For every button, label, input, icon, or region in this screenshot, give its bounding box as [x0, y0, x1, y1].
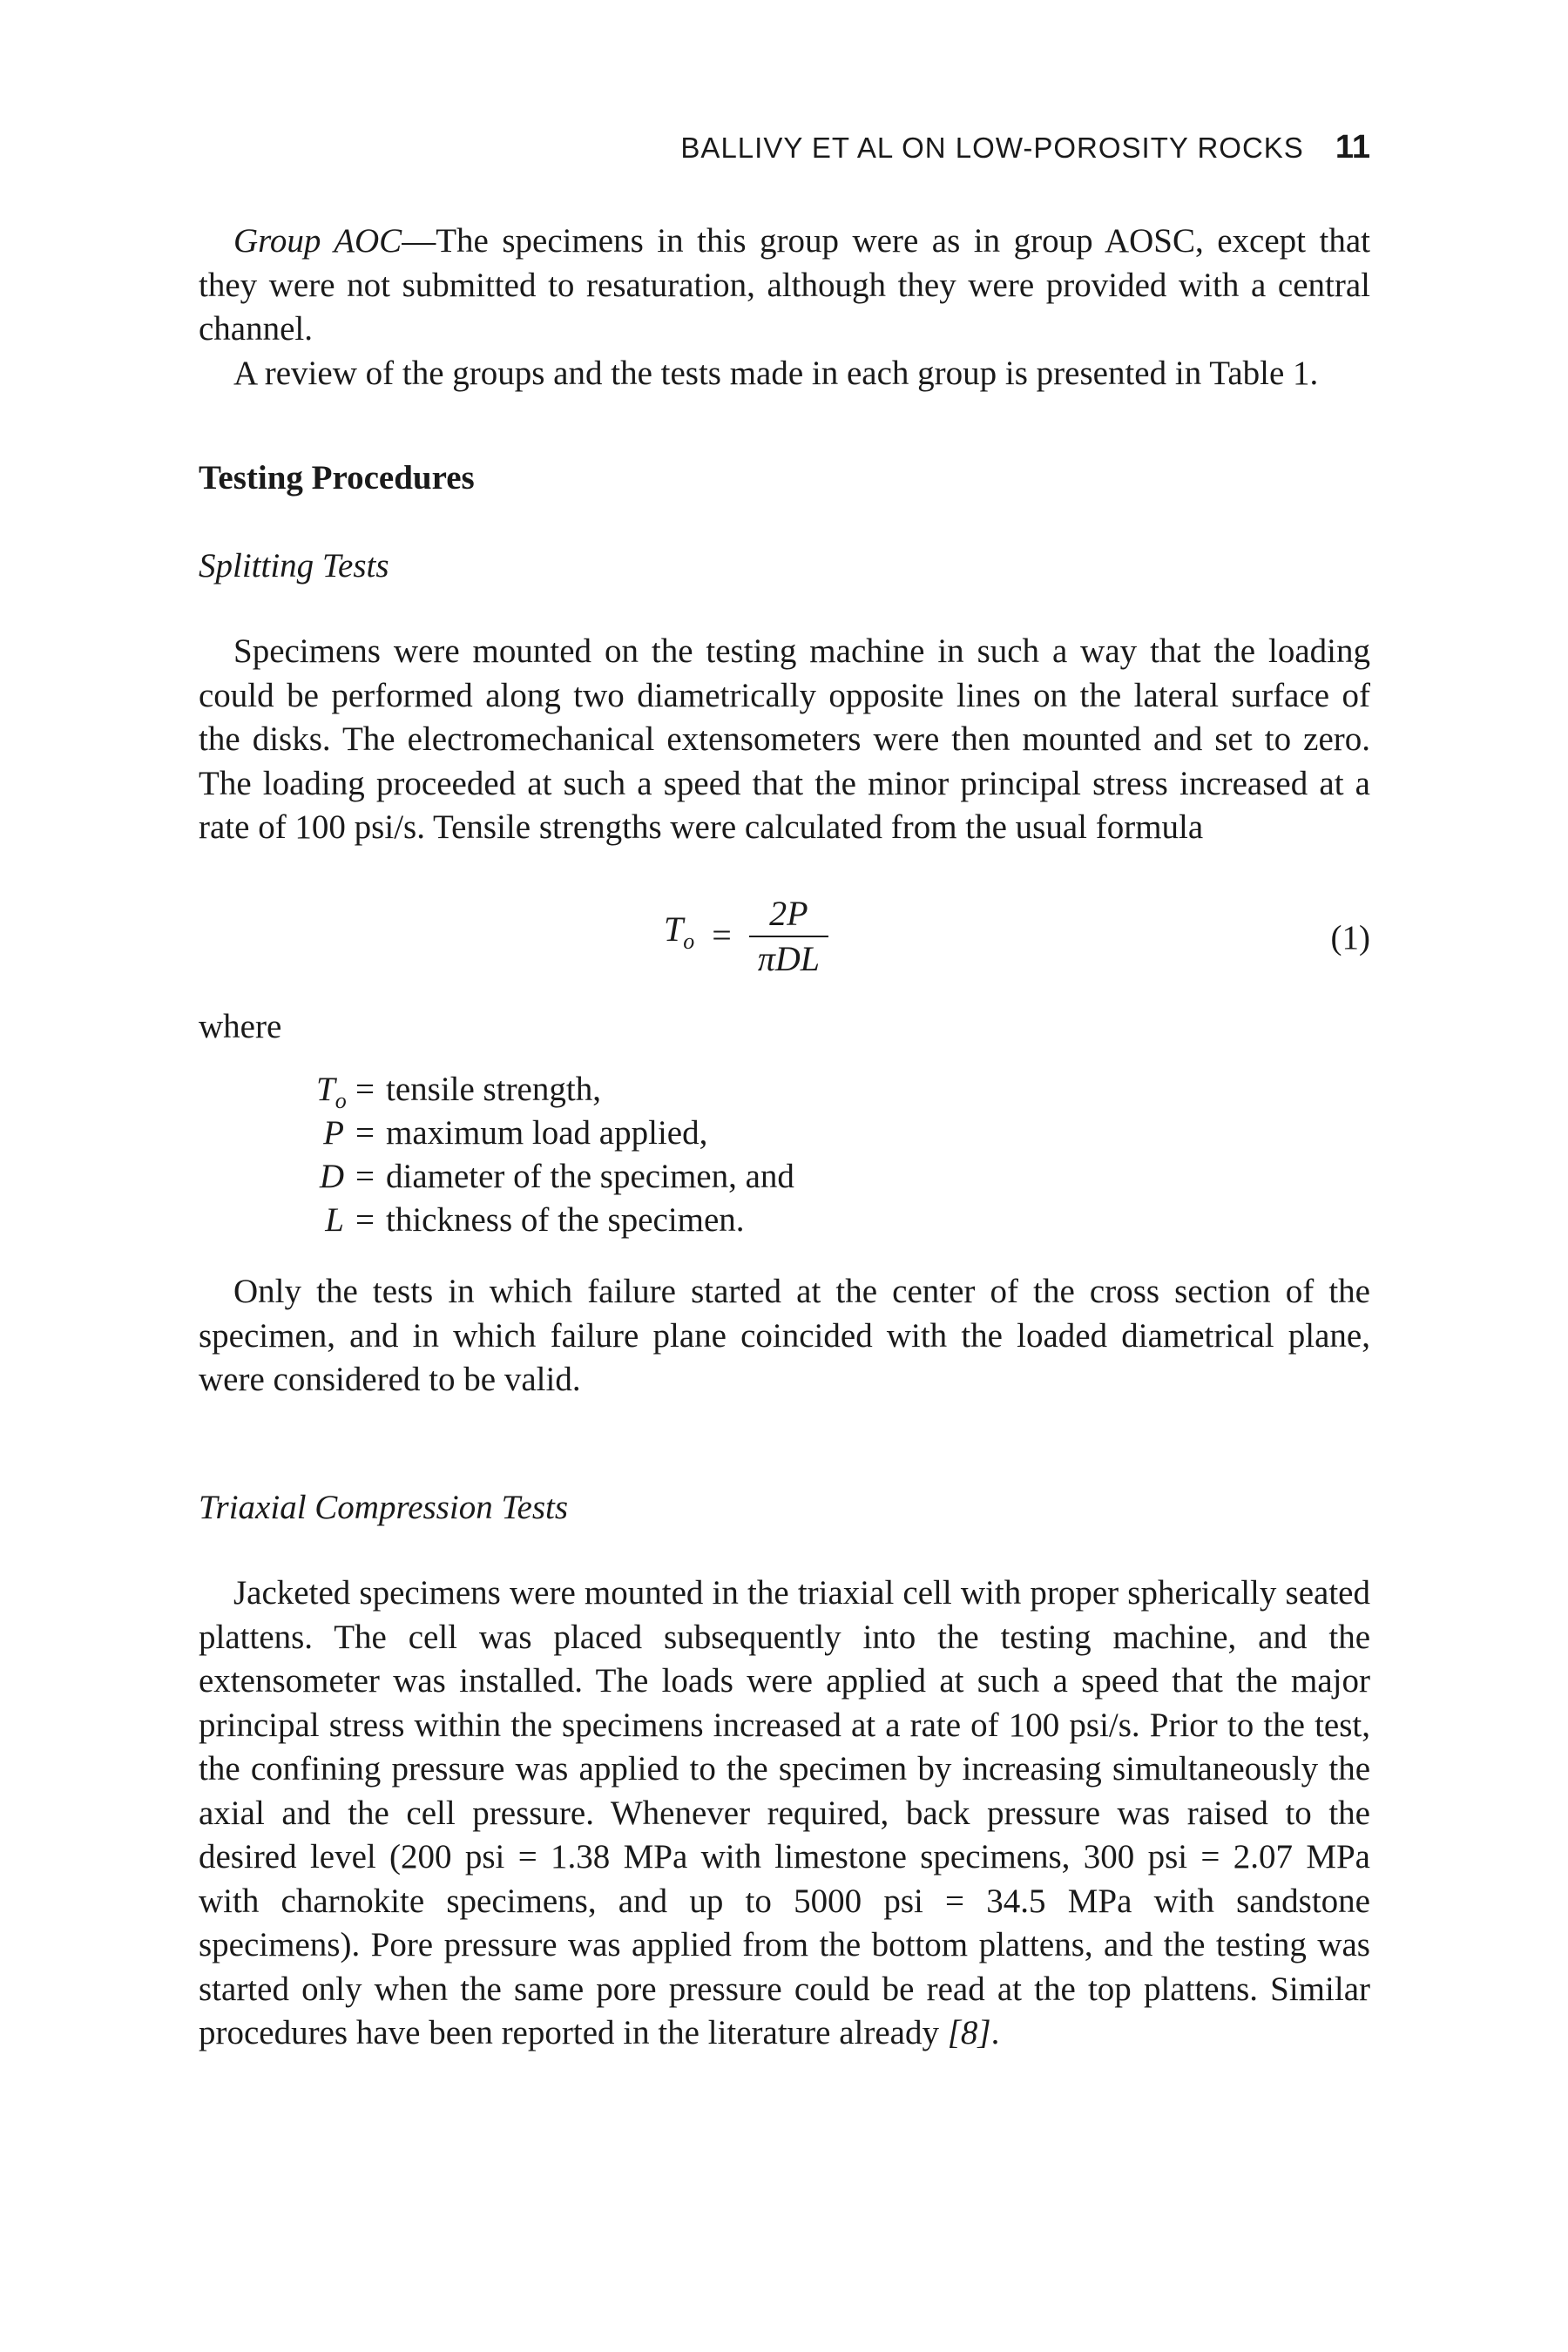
definition-symbol: $T_o$ — [316, 1071, 347, 1113]
group-aoc-paragraph — [199, 220, 1370, 352]
reference-citation: [8] — [947, 2014, 991, 2051]
definition-text: maximum load applied, — [386, 1114, 708, 1152]
equation-number: (1) — [1330, 918, 1370, 956]
variable-definitions — [316, 1068, 1370, 1242]
review-paragraph: A review of the groups and the tests made in each group is presented in Table 1. — [233, 354, 1319, 392]
group-text: —The specimens in this group were as in group AOSC, except that they were not submitted to resaturation, although they were provided with a central channel. — [199, 222, 1370, 348]
group-label: Group AOC — [233, 222, 402, 260]
triaxial-paragraph-end: . — [990, 2014, 1000, 2051]
where-label: where — [199, 1007, 282, 1045]
equation-numerator: 2P — [769, 893, 808, 933]
definition-symbol: L — [325, 1201, 344, 1239]
equation-1 — [199, 892, 1370, 988]
definition-row — [316, 1068, 1370, 1112]
equation-body — [664, 892, 828, 981]
definition-symbol: D — [319, 1158, 344, 1195]
definition-equals: = — [355, 1071, 375, 1108]
definition-equals: = — [355, 1114, 375, 1152]
equation-lhs: $T_o$ — [664, 909, 695, 955]
triaxial-tests-heading: Triaxial Compression Tests — [199, 1488, 569, 1526]
page-number: 11 — [1335, 129, 1370, 166]
definition-text: diameter of the specimen, and — [386, 1158, 794, 1195]
splitting-paragraph: Specimens were mounted on the testing machine in such a way that the loading could be performed along two diametrically opposite lines on the lateral surface of the disks. The electromechanical extensometers were then mounted and set to zero. The loading proceeded at such a speed that the minor principal stress increased at a rate of 100 psi/s. Tensile strengths were calculated from the usual formula — [199, 632, 1370, 846]
definition-row — [316, 1199, 1370, 1242]
running-title: BALLIVY ET AL ON LOW-POROSITY ROCKS — [680, 132, 1304, 164]
splitting-tests-heading: Splitting Tests — [199, 546, 389, 585]
definition-text: thickness of the specimen. — [386, 1201, 745, 1239]
definition-equals: = — [355, 1158, 375, 1195]
equation-fraction — [749, 892, 828, 981]
equation-denominator: πDL — [757, 938, 820, 978]
definition-row — [316, 1112, 1370, 1155]
definition-text: tensile strength, — [386, 1071, 601, 1108]
triaxial-paragraph-text: Jacketed specimens were mounted in the triaxial cell with proper spherically seated plattens. The cell was placed subsequently into the testing machine, and the extensometer was installed. The loads were applied at such a speed that the major principal stress within the specimens increased at a rate of 100 psi/s. Prior to the test, the confining pressure was applied to the specimen by increasing simultaneously the axial and the cell pressure. Whenever required, back pressure was raised to the desired level (200 psi = 1.38 MPa with limestone specimens, 300 psi = 2.07 MPa with charnokite specimens, and up to 5000 psi = 34.5 MPa with sandstone specimens). Pore pressure was applied from the bottom plattens, and the testing was started only when the same pore pressure could be read at the top plattens. Similar procedures have been reported in the literature already — [199, 1574, 1370, 2051]
running-header — [199, 129, 1370, 166]
triaxial-paragraph — [199, 1571, 1370, 2056]
definition-symbol: P — [323, 1114, 344, 1152]
section-heading: Testing Procedures — [199, 459, 475, 497]
definition-row — [316, 1155, 1370, 1199]
body-text — [199, 220, 1370, 2056]
equation-equals: = — [712, 916, 732, 956]
definition-equals: = — [355, 1201, 375, 1239]
validity-paragraph: Only the tests in which failure started at the center of the cross section of the specimen, and in which failure plane coincided with the loaded diametrical plane, were considered to be valid. — [199, 1273, 1370, 1398]
